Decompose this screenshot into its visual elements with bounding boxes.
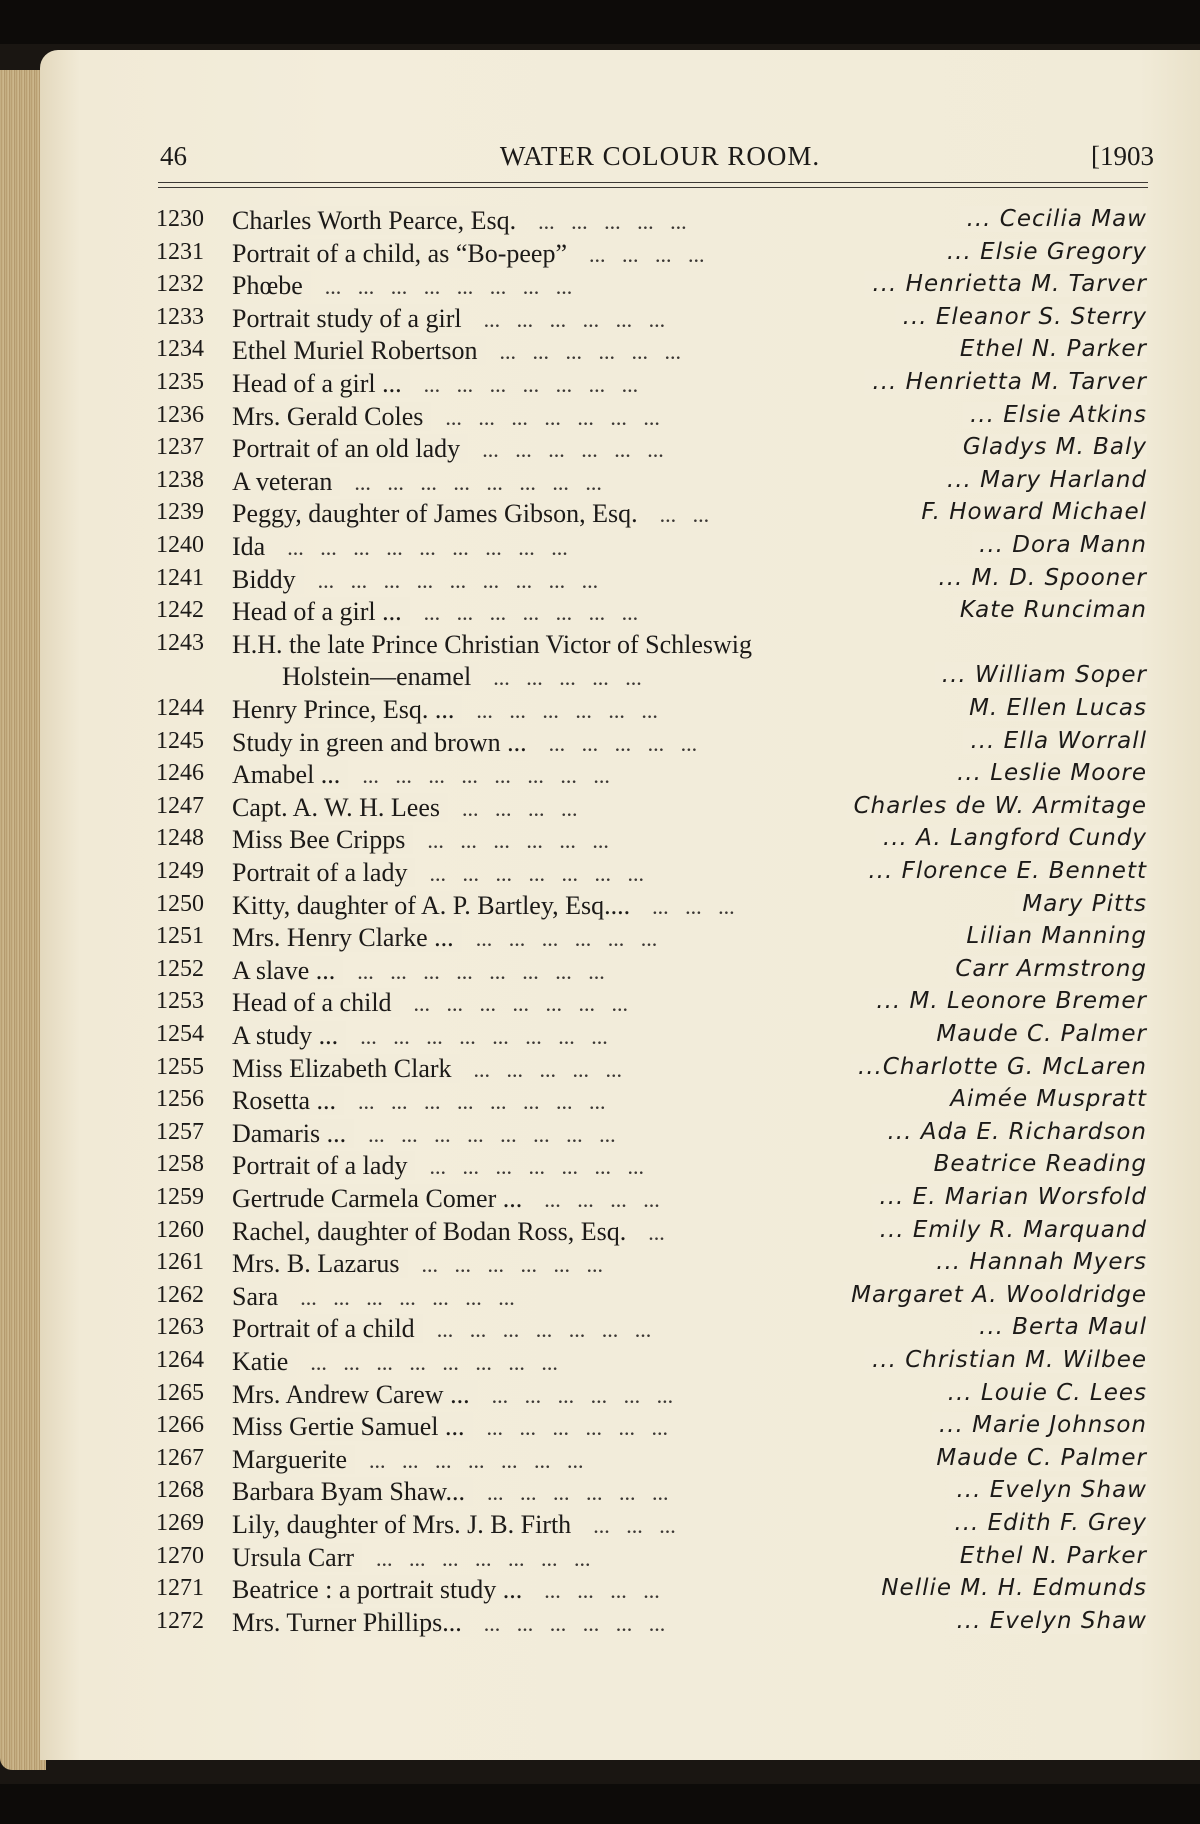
entry-artist: ... Berta Maul — [969, 1314, 1147, 1340]
catalogue-entry — [0, 695, 1200, 727]
entry-title-text: Head of a girl ... — [232, 597, 410, 626]
leader-dots: ... ... ... ... ... ... ... ... — [362, 763, 610, 789]
entry-number: 1265 — [156, 1379, 204, 1406]
entry-title-text: Biddy — [232, 565, 304, 594]
entry-artist: ... Elsie Gregory — [937, 239, 1147, 265]
leader-dots: ... ... ... ... ... ... ... — [300, 1284, 515, 1310]
catalogue-entry — [0, 1086, 1200, 1118]
entry-number: 1263 — [156, 1314, 204, 1341]
leader-dots: ... ... ... ... ... — [548, 730, 698, 756]
entry-title-text: Miss Gertie Samuel ... — [232, 1412, 473, 1441]
entry-number: 1239 — [156, 499, 204, 526]
catalogue-entry — [0, 1217, 1200, 1249]
catalogue-entry — [0, 825, 1200, 857]
entry-number: 1261 — [156, 1249, 204, 1276]
entry-artist: F. Howard Michael — [911, 499, 1147, 525]
entry-number: 1238 — [156, 466, 204, 493]
catalogue-entry — [0, 1054, 1200, 1086]
catalogue-entry — [0, 1412, 1200, 1444]
entry-artist: ... Marie Johnson — [929, 1412, 1147, 1438]
leader-dots: ... ... ... ... — [544, 1187, 660, 1212]
leader-dots: ... ... ... ... ... ... ... — [423, 372, 639, 397]
entry-number: 1270 — [156, 1542, 204, 1569]
entry-number: 1244 — [156, 695, 204, 721]
leader-dots: ... ... ... ... ... ... ... — [423, 600, 639, 626]
entry-title-text: Rosetta ... — [232, 1086, 344, 1115]
catalogue-entry — [0, 858, 1200, 890]
leader-dots: ... ... ... ... ... ... — [486, 1480, 669, 1506]
catalogue-entry — [0, 1151, 1200, 1183]
leader-dots: ... ... ... ... ... ... — [499, 339, 682, 365]
entry-title-text: Ursula Carr — [232, 1543, 362, 1572]
entry-title — [232, 630, 1132, 660]
entry-artist: ... Evelyn Shaw — [946, 1477, 1147, 1503]
entry-title-text: Phœbe — [232, 271, 311, 300]
entry-artist: ...Charlotte G. McLaren — [848, 1054, 1147, 1080]
entry-artist: ... Henrietta M. Tarver — [862, 271, 1147, 297]
entry-title-text: Portrait of a child — [232, 1314, 423, 1343]
entry-number: 1247 — [156, 792, 204, 819]
catalogue-entry — [0, 1184, 1200, 1216]
catalogue-entry — [0, 956, 1200, 988]
catalogue-entry — [0, 1119, 1200, 1151]
entry-number: 1268 — [156, 1477, 204, 1504]
entry-title-text: Rachel, daughter of Bodan Ross, Esq. — [232, 1217, 634, 1246]
entry-artist: Lilian Manning — [956, 923, 1147, 949]
leader-dots: ... ... — [659, 502, 710, 528]
entry-artist: ... Louie C. Lees — [938, 1380, 1147, 1406]
entry-title-text: Miss Bee Cripps — [232, 825, 413, 854]
entry-artist: Maude C. Palmer — [926, 1445, 1147, 1471]
entry-artist: ... Leslie Moore — [947, 760, 1147, 786]
page-number: 46 — [160, 141, 187, 171]
year: [1903 — [1091, 141, 1154, 171]
leader-dots: ... ... ... ... ... ... ... — [436, 1317, 652, 1343]
entry-number: 1250 — [156, 890, 204, 917]
entry-artist: Maude C. Palmer — [926, 1021, 1147, 1047]
catalogue-entry — [0, 923, 1200, 955]
entry-number: 1240 — [156, 532, 204, 558]
leader-dots: ... ... ... ... ... ... ... ... — [357, 958, 605, 984]
entry-number: 1262 — [156, 1281, 204, 1308]
catalogue-entry — [0, 434, 1200, 466]
catalogue-entry — [0, 1249, 1200, 1281]
entry-title-text: A slave ... — [232, 956, 343, 985]
entry-title-text: Mrs. B. Lazarus — [232, 1249, 408, 1278]
entry-number: 1266 — [156, 1412, 204, 1439]
leader-dots: ... ... ... ... ... ... — [486, 1415, 669, 1441]
leader-dots: ... ... ... ... ... ... ... — [445, 404, 660, 430]
entry-title-text: Portrait of a child, as “Bo-peep” — [232, 239, 575, 268]
leader-dots: ... ... ... ... ... ... ... — [429, 1154, 644, 1180]
catalogue-entry — [0, 336, 1200, 368]
catalogue-entry — [0, 630, 1200, 662]
entry-number: 1251 — [156, 923, 204, 950]
entry-title-text: H.H. the late Prince Christian Victor of Schleswig — [232, 630, 760, 659]
catalogue-entry — [0, 467, 1200, 499]
entry-title-text: Charles Worth Pearce, Esq. — [232, 206, 524, 235]
leader-dots: ... ... ... ... ... ... ... — [413, 991, 629, 1017]
leader-dots: ... ... ... ... — [544, 1578, 660, 1604]
entry-artist: M. Ellen Lucas — [959, 695, 1147, 721]
leader-dots: ... ... ... — [593, 1513, 676, 1538]
entry-number: 1235 — [156, 369, 204, 395]
catalogue-entry — [0, 304, 1200, 336]
entry-title-text: Kitty, daughter of A. P. Bartley, Esq.... — [232, 891, 638, 920]
leader-dots: ... ... ... ... ... ... — [421, 1252, 604, 1278]
entry-number: 1245 — [156, 727, 204, 754]
catalogue-entry — [0, 1380, 1200, 1412]
entry-number: 1232 — [156, 271, 204, 298]
entry-artist: ... Cecilia Maw — [957, 206, 1147, 232]
catalogue-entry — [0, 239, 1200, 271]
leader-dots: ... ... ... ... ... ... ... ... — [368, 1121, 616, 1147]
catalogue-entry — [0, 1021, 1200, 1053]
entry-number: 1260 — [156, 1216, 204, 1243]
entry-title-text: Study in green and brown ... — [232, 728, 535, 757]
leader-dots: ... ... ... ... ... ... — [483, 1610, 666, 1636]
entry-title-text: Ethel Muriel Robertson — [232, 336, 486, 365]
entry-artist: ... M. D. Spooner — [928, 565, 1147, 591]
catalogue-entry — [0, 728, 1200, 760]
entry-title-text: Ida — [232, 532, 273, 561]
leader-dots: ... ... ... ... ... ... ... ... ... — [287, 535, 568, 560]
entry-artist: ... Mary Harland — [937, 467, 1147, 493]
entry-number: 1255 — [156, 1053, 204, 1080]
leader-dots: ... ... ... ... ... ... — [476, 698, 658, 723]
leader-dots: ... ... ... ... ... — [493, 665, 642, 691]
entry-number: 1236 — [156, 401, 204, 428]
catalogue-entry — [0, 1608, 1200, 1640]
entry-artist: Margaret A. Wooldridge — [841, 1282, 1147, 1308]
leader-dots: ... ... ... ... ... ... ... — [429, 861, 644, 886]
entry-number: 1237 — [156, 434, 204, 461]
entry-number: 1256 — [156, 1086, 204, 1113]
catalogue-entry — [0, 988, 1200, 1020]
entry-number: 1259 — [156, 1184, 204, 1210]
entry-artist: Aimée Muspratt — [940, 1086, 1147, 1112]
entry-artist: Carr Armstrong — [945, 956, 1147, 982]
entry-artist: ... Henrietta M. Tarver — [862, 369, 1147, 395]
entry-artist: ... E. Marian Worsfold — [869, 1184, 1147, 1210]
leader-dots: ... ... ... ... ... ... — [427, 828, 609, 854]
catalogue-entry — [0, 499, 1200, 531]
entry-number: 1253 — [156, 988, 204, 1015]
catalogue-entry — [0, 597, 1200, 629]
catalogue-entry — [0, 565, 1200, 597]
entry-title-text: Katie — [232, 1347, 296, 1376]
entry-artist: ... M. Leonore Bremer — [866, 988, 1147, 1014]
entry-artist: ... Evelyn Shaw — [946, 1608, 1147, 1634]
entry-artist: Mary Pitts — [1012, 891, 1147, 917]
catalogue-entry — [0, 1445, 1200, 1477]
entry-title-text: Damaris ... — [232, 1119, 354, 1148]
entry-title-text: Portrait of a lady — [232, 1151, 415, 1180]
leader-dots: ... ... ... ... ... — [538, 209, 687, 234]
entry-artist: Kate Runciman — [950, 597, 1147, 623]
catalogue-entry — [0, 369, 1200, 401]
leader-dots: ... ... ... — [652, 893, 735, 919]
leader-dots: ... ... ... ... ... ... — [491, 1382, 674, 1408]
entry-number: 1257 — [156, 1118, 204, 1145]
leader-dots: ... — [648, 1219, 665, 1245]
leader-dots: ... ... ... ... ... ... ... ... — [360, 1024, 608, 1049]
entry-title-text: Peggy, daughter of James Gibson, Esq. — [232, 499, 646, 528]
catalogue-entry — [0, 793, 1200, 825]
catalogue-entry — [0, 662, 1200, 694]
leader-dots: ... ... ... ... ... ... ... ... — [310, 1350, 558, 1375]
leader-dots: ... ... ... ... ... ... ... — [369, 1447, 584, 1473]
leader-dots: ... ... ... ... ... ... ... ... — [324, 274, 573, 300]
catalogue-entry — [0, 760, 1200, 792]
entry-title-text: Portrait of an old lady — [232, 434, 468, 463]
leader-dots: ... ... ... ... ... ... ... ... — [354, 469, 602, 495]
leader-dots: ... ... ... ... ... ... ... — [376, 1545, 591, 1571]
entry-artist: Ethel N. Parker — [950, 1543, 1147, 1569]
entry-title — [232, 891, 1132, 921]
entry-number: 1242 — [156, 597, 204, 624]
entry-title-text: Barbara Byam Shaw... — [232, 1477, 473, 1506]
catalogue-entry — [0, 206, 1200, 238]
entry-number: 1249 — [156, 858, 204, 884]
entry-artist: ... Emily R. Marquand — [870, 1217, 1147, 1243]
entry-artist: ... Dora Mann — [969, 532, 1147, 558]
entry-title-text: Marguerite — [232, 1445, 355, 1474]
entry-number: 1233 — [156, 303, 204, 330]
entry-number: 1230 — [156, 206, 204, 232]
entry-title-text: Mrs. Gerald Coles — [232, 402, 431, 431]
catalogue-entry — [0, 1477, 1200, 1509]
entry-artist: ... Hannah Myers — [926, 1249, 1147, 1275]
entry-artist: Beatrice Reading — [924, 1151, 1147, 1177]
entry-artist: ... Ada E. Richardson — [877, 1119, 1147, 1145]
leader-dots: ... ... ... ... ... ... — [483, 306, 666, 332]
header-rule-secondary — [158, 187, 1148, 188]
entry-title-text: Gertrude Carmela Comer ... — [232, 1184, 530, 1213]
entry-artist: Nellie M. H. Edmunds — [871, 1575, 1147, 1601]
header-rule — [158, 182, 1148, 183]
entry-title-text: Sara — [232, 1282, 286, 1311]
catalogue-entry — [0, 532, 1200, 564]
catalogue-entry — [0, 1314, 1200, 1346]
entry-artist: ... A. Langford Cundy — [873, 825, 1147, 851]
entry-artist: Ethel N. Parker — [950, 336, 1147, 362]
entry-number: 1252 — [156, 955, 204, 982]
leader-dots: ... ... ... ... ... ... ... ... — [358, 1089, 606, 1115]
catalogue-entry — [0, 1543, 1200, 1575]
entry-title-text: Portrait of a lady — [232, 858, 415, 887]
page-title: WATER COLOUR ROOM. — [499, 141, 821, 171]
entry-title-text: Head of a girl ... — [232, 369, 410, 398]
catalogue-entry — [0, 891, 1200, 923]
entry-title-text: Mrs. Turner Phillips... — [232, 1608, 470, 1637]
entry-artist: ... Christian M. Wilbee — [862, 1347, 1147, 1373]
catalogue-entry — [0, 1347, 1200, 1379]
entry-number: 1267 — [156, 1444, 204, 1471]
entry-number: 1234 — [156, 336, 204, 363]
entry-title-text: Head of a child — [232, 988, 400, 1017]
leader-dots: ... ... ... ... — [589, 241, 705, 267]
leader-dots: ... ... ... ... ... ... — [475, 926, 658, 952]
entry-artist: ... Eleanor S. Sterry — [893, 304, 1147, 330]
entry-title-text: A veteran — [232, 467, 340, 496]
entry-title-text: Henry Prince, Esq. ... — [232, 695, 462, 724]
leader-dots: ... ... ... ... ... ... ... ... ... — [317, 567, 599, 593]
entry-number: 1264 — [156, 1347, 204, 1373]
entry-title-text: Lily, daughter of Mrs. J. B. Firth — [232, 1510, 579, 1539]
entry-number: 1246 — [156, 760, 204, 787]
entry-title-text: Holstein—enamel — [282, 662, 479, 691]
entry-artist: ... Edith F. Grey — [944, 1510, 1147, 1536]
catalogue-entry — [0, 1282, 1200, 1314]
entry-title-text: Mrs. Henry Clarke ... — [232, 923, 462, 952]
entry-number: 1243 — [156, 629, 204, 656]
entry-number: 1272 — [156, 1607, 204, 1634]
entry-title-text: Miss Elizabeth Clark — [232, 1054, 460, 1083]
entry-number: 1271 — [156, 1575, 204, 1602]
entry-artist: ... Elsie Atkins — [960, 402, 1147, 428]
entry-number: 1231 — [156, 238, 204, 265]
entry-number: 1254 — [156, 1021, 204, 1047]
entry-artist: ... William Soper — [932, 662, 1147, 688]
entry-number: 1258 — [156, 1151, 204, 1178]
page-header — [120, 133, 1154, 173]
entry-title-text: Portrait study of a girl — [232, 304, 470, 333]
catalogue-entry — [0, 402, 1200, 434]
leader-dots: ... ... ... ... — [462, 795, 578, 821]
catalogue-entry — [0, 1510, 1200, 1542]
entry-number: 1241 — [156, 564, 204, 591]
entry-title-text: Beatrice : a portrait study ... — [232, 1575, 530, 1604]
leader-dots: ... ... ... ... ... ... — [482, 437, 664, 463]
entry-artist: Charles de W. Armitage — [844, 793, 1147, 819]
entry-number: 1248 — [156, 825, 204, 852]
leader-dots: ... ... ... ... ... — [473, 1056, 623, 1082]
entry-title-text: Amabel ... — [232, 760, 348, 789]
entry-title-text: Mrs. Andrew Carew ... — [232, 1380, 478, 1409]
entry-title-text: Capt. A. W. H. Lees — [232, 793, 448, 822]
catalogue-entry — [0, 271, 1200, 303]
entry-artist: ... Florence E. Bennett — [858, 858, 1147, 884]
entry-artist: ... Ella Worrall — [960, 728, 1147, 754]
entry-title-text: A study ... — [232, 1021, 346, 1050]
entry-number: 1269 — [156, 1510, 204, 1536]
entry-artist: Gladys M. Baly — [953, 434, 1147, 460]
catalogue-entry — [0, 1575, 1200, 1607]
